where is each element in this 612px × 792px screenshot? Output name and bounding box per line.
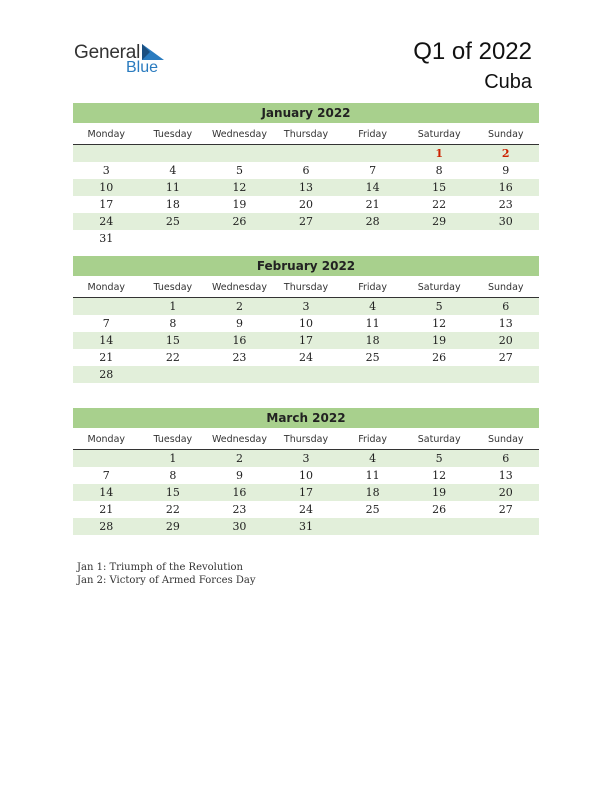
- weekday-label: Sunday: [487, 434, 524, 445]
- day-cell: 21: [99, 503, 114, 516]
- day-cell: 20: [498, 486, 513, 499]
- day-cell: 11: [365, 469, 380, 482]
- weekday-header-row: [73, 279, 539, 298]
- day-cell: [73, 450, 140, 467]
- weekday-label: Saturday: [417, 282, 461, 293]
- day-cell: 23: [232, 503, 247, 516]
- weekday-label: Thursday: [283, 129, 329, 140]
- day-cell: 6: [502, 452, 510, 465]
- day-cell: 26: [232, 215, 247, 228]
- day-cell: 10: [299, 469, 314, 482]
- day-cell: 14: [99, 486, 114, 499]
- day-cell: 8: [169, 317, 177, 330]
- day-cell: 23: [232, 351, 247, 364]
- weekday-label: Wednesday: [211, 129, 267, 140]
- weekday-label: Tuesday: [153, 282, 193, 293]
- day-cell: 28: [99, 368, 114, 381]
- day-cell: 22: [165, 503, 180, 516]
- logo: [74, 42, 174, 78]
- weekday-label: Wednesday: [211, 282, 267, 293]
- day-cell: 15: [432, 181, 447, 194]
- day-cell: 30: [232, 520, 247, 533]
- weekday-label: Friday: [358, 129, 387, 140]
- day-cell: 16: [498, 181, 513, 194]
- day-cell: [140, 230, 207, 247]
- day-cell: 16: [232, 334, 247, 347]
- week-row: [73, 349, 539, 366]
- week-row: [73, 162, 539, 179]
- day-cell: [339, 366, 406, 383]
- day-cell: 9: [502, 164, 510, 177]
- month-march: [73, 408, 539, 535]
- day-cell: 8: [435, 164, 443, 177]
- day-cell: 17: [99, 198, 114, 211]
- weekday-label: Sunday: [487, 282, 524, 293]
- day-cell: [472, 366, 539, 383]
- day-cell: 4: [369, 452, 377, 465]
- day-cell: 22: [432, 198, 447, 211]
- day-cell: 19: [432, 334, 447, 347]
- day-cell: 22: [165, 351, 180, 364]
- day-cell: [206, 366, 273, 383]
- day-cell: [472, 518, 539, 535]
- day-cell: 2: [235, 300, 243, 313]
- day-cell: [273, 145, 340, 162]
- week-row: [73, 450, 539, 467]
- month-january: [73, 103, 539, 247]
- holiday-notes: [77, 561, 256, 587]
- day-cell: 18: [365, 486, 380, 499]
- day-cell: 28: [99, 520, 114, 533]
- week-row: [73, 213, 539, 230]
- week-row: [73, 467, 539, 484]
- weekday-label: Friday: [358, 282, 387, 293]
- day-cell: 21: [365, 198, 380, 211]
- month-february: [73, 256, 539, 383]
- day-cell: 29: [165, 520, 180, 533]
- weekday-header-row: [73, 431, 539, 450]
- week-row: [73, 501, 539, 518]
- week-row: [73, 366, 539, 383]
- country-name: Cuba: [484, 71, 532, 93]
- day-cell: 5: [435, 300, 443, 313]
- day-cell: [339, 230, 406, 247]
- week-row: [73, 315, 539, 332]
- day-cell: 9: [235, 469, 243, 482]
- logo-blue-text: Blue: [126, 59, 159, 76]
- day-cell: 18: [365, 334, 380, 347]
- week-row: [73, 196, 539, 213]
- day-cell: 20: [299, 198, 314, 211]
- weekday-label: Friday: [358, 434, 387, 445]
- day-cell: 9: [235, 317, 243, 330]
- day-cell: 8: [169, 469, 177, 482]
- day-cell: [73, 145, 140, 162]
- day-cell: 27: [299, 215, 314, 228]
- day-cell: 17: [299, 334, 314, 347]
- day-cell: 25: [365, 503, 380, 516]
- day-cell: 13: [299, 181, 314, 194]
- day-cell: 30: [498, 215, 513, 228]
- day-cell: [339, 518, 406, 535]
- weekday-label: Thursday: [283, 282, 329, 293]
- day-cell: 12: [232, 181, 247, 194]
- weekday-label: Sunday: [487, 129, 524, 140]
- day-cell: 1: [169, 300, 177, 313]
- month-title: January 2022: [73, 103, 539, 123]
- month-title: March 2022: [73, 408, 539, 428]
- day-cell: 28: [365, 215, 380, 228]
- week-row: [73, 298, 539, 315]
- day-cell: [472, 230, 539, 247]
- day-cell: 6: [302, 164, 310, 177]
- page-title: Q1 of 2022: [413, 38, 532, 65]
- day-cell: 14: [365, 181, 380, 194]
- day-cell: 2: [501, 147, 510, 160]
- day-cell: 16: [232, 486, 247, 499]
- day-cell: 25: [365, 351, 380, 364]
- week-row: [73, 484, 539, 501]
- day-cell: 10: [299, 317, 314, 330]
- month-title: February 2022: [73, 256, 539, 276]
- day-cell: [206, 230, 273, 247]
- day-cell: 24: [99, 215, 114, 228]
- day-cell: 26: [432, 351, 447, 364]
- week-row: [73, 179, 539, 196]
- day-cell: 24: [299, 503, 314, 516]
- day-cell: 29: [432, 215, 447, 228]
- day-cell: 11: [365, 317, 380, 330]
- day-cell: 10: [99, 181, 114, 194]
- weekday-label: Monday: [87, 282, 126, 293]
- day-cell: 19: [432, 486, 447, 499]
- week-row: [73, 145, 539, 162]
- day-cell: [140, 366, 207, 383]
- weekday-label: Monday: [87, 129, 126, 140]
- day-cell: 3: [102, 164, 110, 177]
- day-cell: 11: [165, 181, 180, 194]
- day-cell: [406, 518, 473, 535]
- day-cell: 1: [169, 452, 177, 465]
- weekday-label: Thursday: [283, 434, 329, 445]
- day-cell: 24: [299, 351, 314, 364]
- day-cell: 5: [235, 164, 243, 177]
- day-cell: 31: [299, 520, 314, 533]
- day-cell: 15: [165, 486, 180, 499]
- day-cell: 14: [99, 334, 114, 347]
- weekday-label: Monday: [87, 434, 126, 445]
- day-cell: [273, 230, 340, 247]
- day-cell: 7: [102, 317, 110, 330]
- day-cell: 3: [302, 300, 310, 313]
- day-cell: [406, 366, 473, 383]
- day-cell: [339, 145, 406, 162]
- day-cell: 13: [498, 469, 513, 482]
- day-cell: 19: [232, 198, 247, 211]
- weekday-label: Tuesday: [153, 129, 193, 140]
- day-cell: 17: [299, 486, 314, 499]
- day-cell: 27: [498, 503, 513, 516]
- day-cell: 27: [498, 351, 513, 364]
- day-cell: 26: [432, 503, 447, 516]
- day-cell: 31: [99, 232, 114, 245]
- day-cell: 13: [498, 317, 513, 330]
- day-cell: 6: [502, 300, 510, 313]
- logo-general-text: General: [74, 42, 141, 63]
- day-cell: 7: [102, 469, 110, 482]
- day-cell: 4: [169, 164, 177, 177]
- day-cell: 4: [369, 300, 377, 313]
- day-cell: [406, 230, 473, 247]
- day-cell: 25: [165, 215, 180, 228]
- weekday-header-row: [73, 126, 539, 145]
- day-cell: 12: [432, 317, 447, 330]
- day-cell: 23: [498, 198, 513, 211]
- week-row: [73, 230, 539, 247]
- day-cell: [73, 298, 140, 315]
- weekday-label: Saturday: [417, 129, 461, 140]
- holiday-note: Jan 2: Victory of Armed Forces Day: [77, 575, 256, 586]
- week-row: [73, 332, 539, 349]
- day-cell: 18: [165, 198, 180, 211]
- day-cell: [273, 366, 340, 383]
- day-cell: 21: [99, 351, 114, 364]
- day-cell: 1: [435, 147, 443, 160]
- week-row: [73, 518, 539, 535]
- day-cell: 15: [165, 334, 180, 347]
- day-cell: 2: [235, 452, 243, 465]
- day-cell: [206, 145, 273, 162]
- day-cell: [140, 145, 207, 162]
- day-cell: 12: [432, 469, 447, 482]
- day-cell: 7: [369, 164, 377, 177]
- weekday-label: Saturday: [417, 434, 461, 445]
- weekday-label: Tuesday: [153, 434, 193, 445]
- logo-triangle-icon: [142, 44, 164, 60]
- day-cell: 5: [435, 452, 443, 465]
- weekday-label: Wednesday: [211, 434, 267, 445]
- holiday-note: Jan 1: Triumph of the Revolution: [77, 562, 243, 573]
- day-cell: 20: [498, 334, 513, 347]
- day-cell: 3: [302, 452, 310, 465]
